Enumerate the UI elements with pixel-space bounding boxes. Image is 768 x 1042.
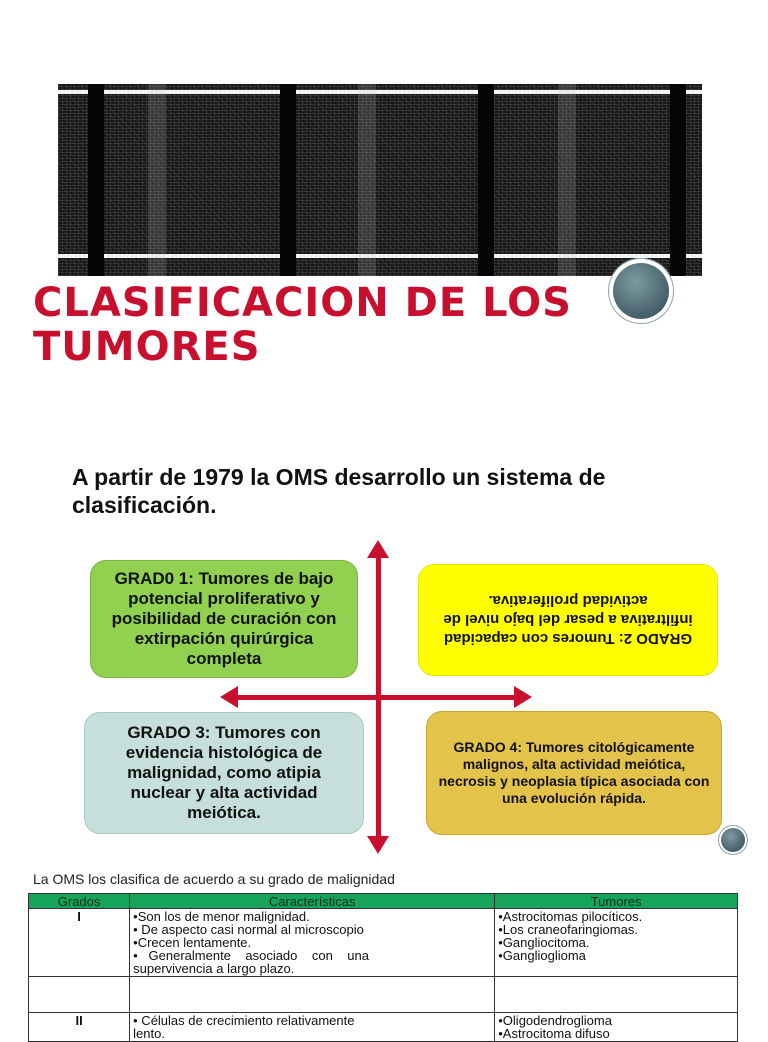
oms-grade-table [28, 893, 738, 1042]
characteristic-line: supervivencia a largo plazo. [133, 961, 295, 976]
tumors-cell [495, 909, 738, 977]
table-caption: La OMS los clasifica de acuerdo a su grado de malignidad [33, 871, 395, 887]
characteristic-line: •Son los de menor malignidad. [133, 909, 310, 924]
grade-4-box [426, 711, 722, 835]
arrow-down-icon [367, 836, 389, 854]
tumors-cell [495, 1013, 738, 1042]
grade-1-box [90, 560, 358, 678]
header-tumores: Tumores [495, 894, 738, 909]
arrow-right-icon [514, 686, 532, 708]
characteristic-line: •Crecen lentamente. [133, 935, 252, 950]
grade-3-box [84, 712, 364, 834]
tumor-line: •Gangliocitoma. [498, 935, 590, 950]
tumor-line: •Astrocitoma difuso [498, 1026, 610, 1041]
characteristic-line: • Generalmente asociado con una [133, 948, 369, 963]
characteristic-line: lento. [133, 1026, 165, 1041]
tumor-line: •Ganglioglioma [498, 948, 586, 963]
tumor-line: •Astrocitomas pilocíticos. [498, 909, 643, 924]
grade-4-text: GRADO 4: Tumores citológicamente malignos, alta actividad meiótica, necrosis y neoplasia típica asociada con una evolución rápida. [438, 739, 710, 806]
tumor-line: •Oligodendroglioma [498, 1013, 612, 1028]
page-title: CLASIFICACION DE LOS TUMORES [33, 280, 572, 370]
grade-3-text: GRADO 3: Tumores con evidencia histológica de malignidad, como atipia nuclear y alta actividad meiótica. [125, 723, 323, 822]
characteristics-cell [130, 1013, 495, 1042]
characteristics-cell [130, 909, 495, 977]
grade-cell: II [29, 1013, 130, 1042]
characteristic-line: • De aspecto casi normal al microscopio [133, 922, 364, 937]
arrow-up-icon [367, 540, 389, 558]
arrow-left-icon [220, 686, 238, 708]
characteristic-line: • Células de crecimiento relativamente [133, 1013, 355, 1028]
table-spacer-row [29, 977, 738, 1013]
decorative-small-circle-icon [718, 825, 748, 855]
intro-text: A partir de 1979 la OMS desarrollo un sistema de clasificación. [72, 464, 606, 518]
table-row [29, 909, 738, 977]
grade-1-text: GRAD0 1: Tumores de bajo potencial proliferativo y posibilidad de curación con extirpación quirúrgica completa [111, 569, 337, 668]
grade-2-text: GRADO 2: Tumores con capacidad infiltrativa a pesar del bajo nivel de actividad proliferativa. [443, 592, 693, 648]
tumor-line: •Los craneofaringiomas. [498, 922, 638, 937]
table-header-row [29, 894, 738, 909]
grade-2-box [418, 564, 718, 676]
grade-cell: I [29, 909, 130, 977]
header-banner-image [58, 84, 702, 276]
horizontal-axis [232, 695, 522, 700]
header-caracteristicas: Características [130, 894, 495, 909]
decorative-circle-icon [608, 258, 674, 324]
table-row [29, 1013, 738, 1042]
header-grados: Grados [29, 894, 130, 909]
